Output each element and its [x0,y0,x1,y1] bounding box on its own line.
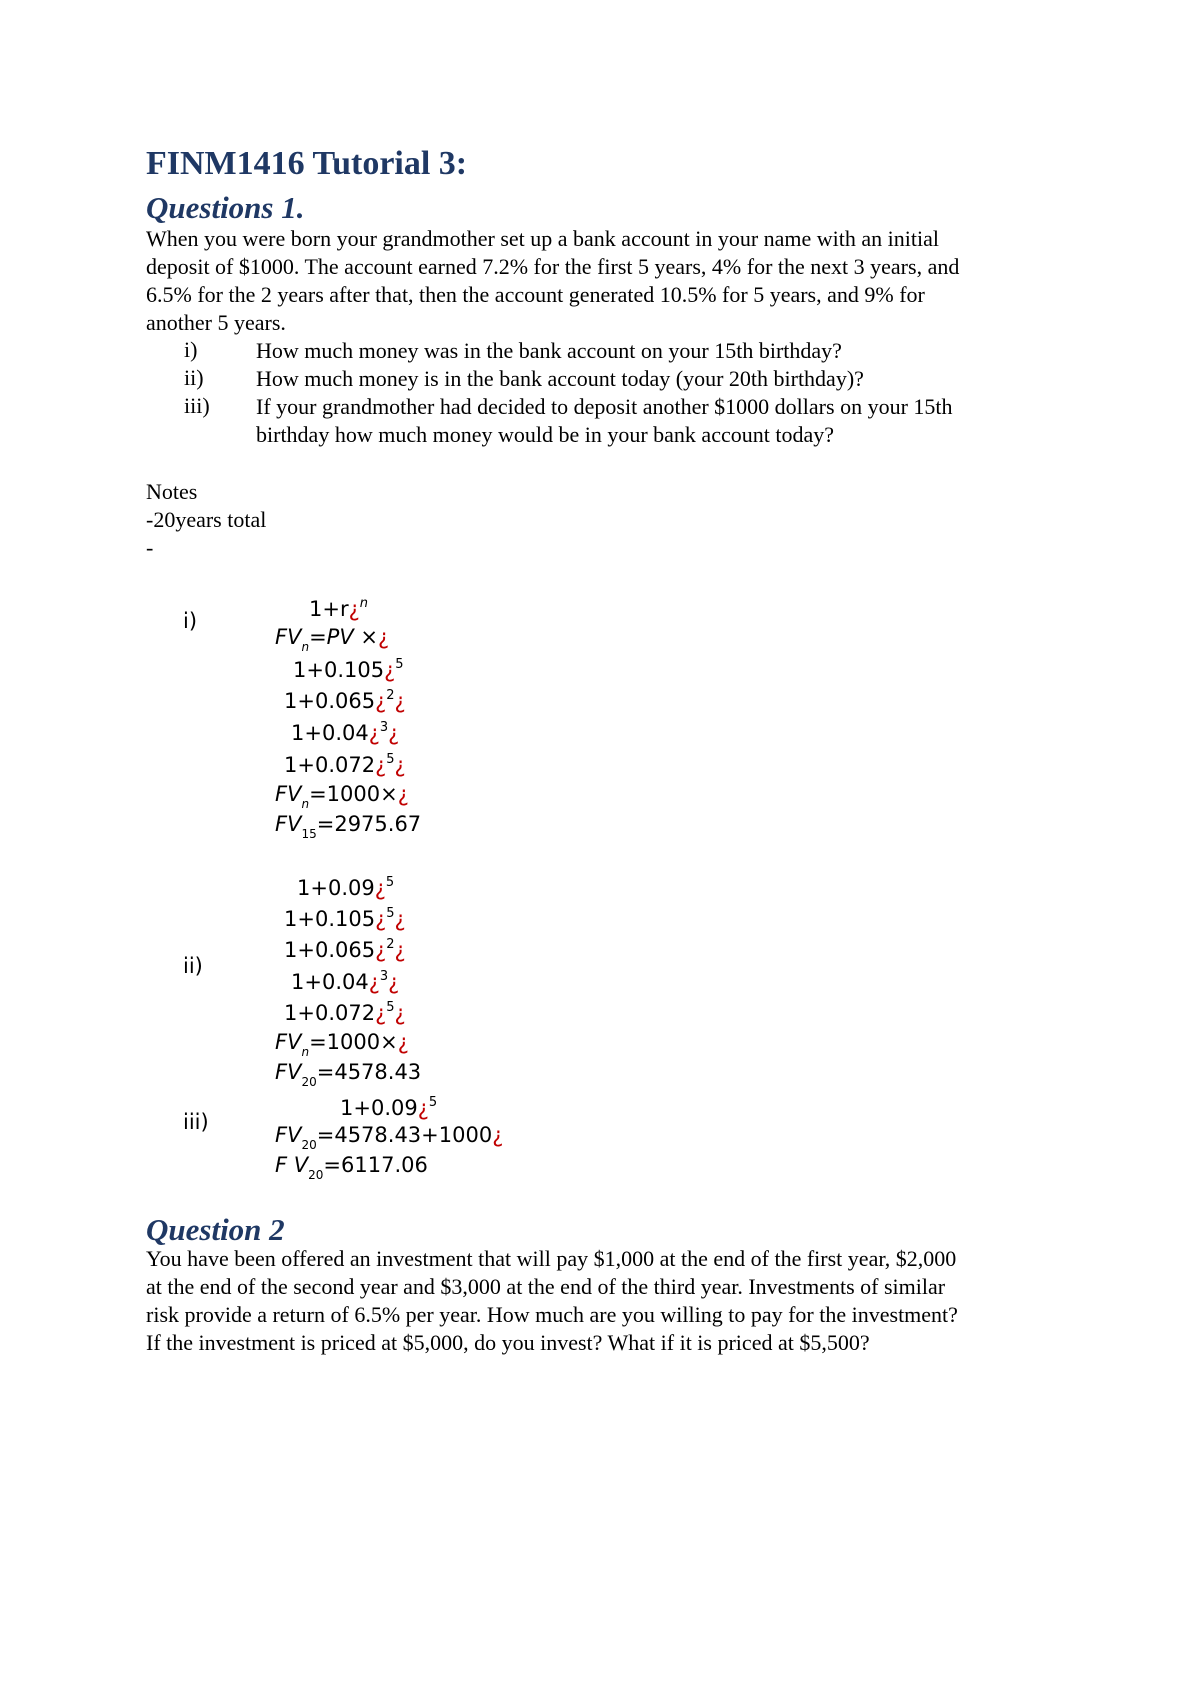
solution-part-label: i) [183,609,198,633]
question-1-line: 6.5% for the 2 years after that, then the account generated 10.5% for 5 years, and 9% for [146,282,925,307]
question-1-line: another 5 years. [146,310,286,335]
question-2-line: at the end of the second year and $3,000 at the end of the third year. Investments of similar [146,1274,946,1299]
formula-line: 1+0.04¿$^3$¿ [291,969,400,994]
formula-line: 1+r¿$^n$ [309,596,368,621]
sub-question-number: ii) [184,365,204,390]
question-1-line: deposit of $1000. The account earned 7.2% for the first 5 years, 4% for the next 3 years, and [146,254,960,279]
sub-question-text [256,393,953,449]
sub-question-number: iii) [184,393,210,418]
formula-line: $FV_n=PV$ ×¿ [275,625,390,654]
formula-line: 1+0.09¿$^5$ [297,875,395,900]
question-2-heading: Question 2 [146,1212,285,1247]
question-1-line: When you were born your grandmother set up a bank account in your name with an initial [146,226,939,251]
formula-line: $FV_n=1000\times¿$ [275,782,409,811]
formula-line: 1+0.105¿$^5$ [293,657,404,682]
solution-part-label: iii) [183,1110,209,1134]
sub-question-text: How much money was in the bank account on your 15th birthday? [256,338,842,363]
sub-question-text: How much money is in the bank account today (your 20th birthday)? [256,366,864,391]
formula-line: 1+0.105¿$^5$¿ [284,906,406,931]
formula-line: 1+0.09¿$^5$ [340,1095,438,1120]
notes-item: -20years total [146,507,267,532]
formula-line: F $V_{20}=6117.06$ [275,1153,428,1182]
notes-heading: Notes [146,479,198,504]
question-1-heading: Questions 1. [146,190,305,225]
sub-question-number: i) [184,337,198,362]
formula-line: 1+0.072¿$^5$¿ [284,1000,406,1025]
formula-line: 1+0.04¿$^3$¿ [291,720,400,745]
formula-line: $FV_{20}=4578.43$ [275,1060,422,1089]
question-2-line: risk provide a return of 6.5% per year. How much are you willing to pay for the investment? [146,1302,958,1327]
question-1-body [146,225,959,337]
sub-question-line: If your grandmother had decided to deposit another $1000 dollars on your 15th [256,394,953,419]
notes [146,478,266,562]
question-2-line: If the investment is priced at $5,000, do you invest? What if it is priced at $5,500? [146,1330,870,1355]
solution-part-label: ii) [183,954,203,978]
page-title: FINM1416 Tutorial 3: [146,145,468,182]
sub-question-line: birthday how much money would be in your bank account today? [256,422,834,447]
formula-line: $FV_{15}=2975.67$ [275,812,422,841]
formula-line: 1+0.072¿$^5$¿ [284,752,406,777]
formula-line: 1+0.065¿$^2$¿ [284,937,406,962]
formula-line: $FV_n=1000\times¿$ [275,1030,409,1059]
question-2-body [146,1245,958,1357]
notes-item: - [146,535,154,560]
formula-line: 1+0.065¿$^2$¿ [284,688,406,713]
question-2-line: You have been offered an investment that will pay $1,000 at the end of the first year, $2,000 [146,1246,957,1271]
formula-line: $FV_{20}=4578.43+1000¿$ [275,1123,504,1152]
